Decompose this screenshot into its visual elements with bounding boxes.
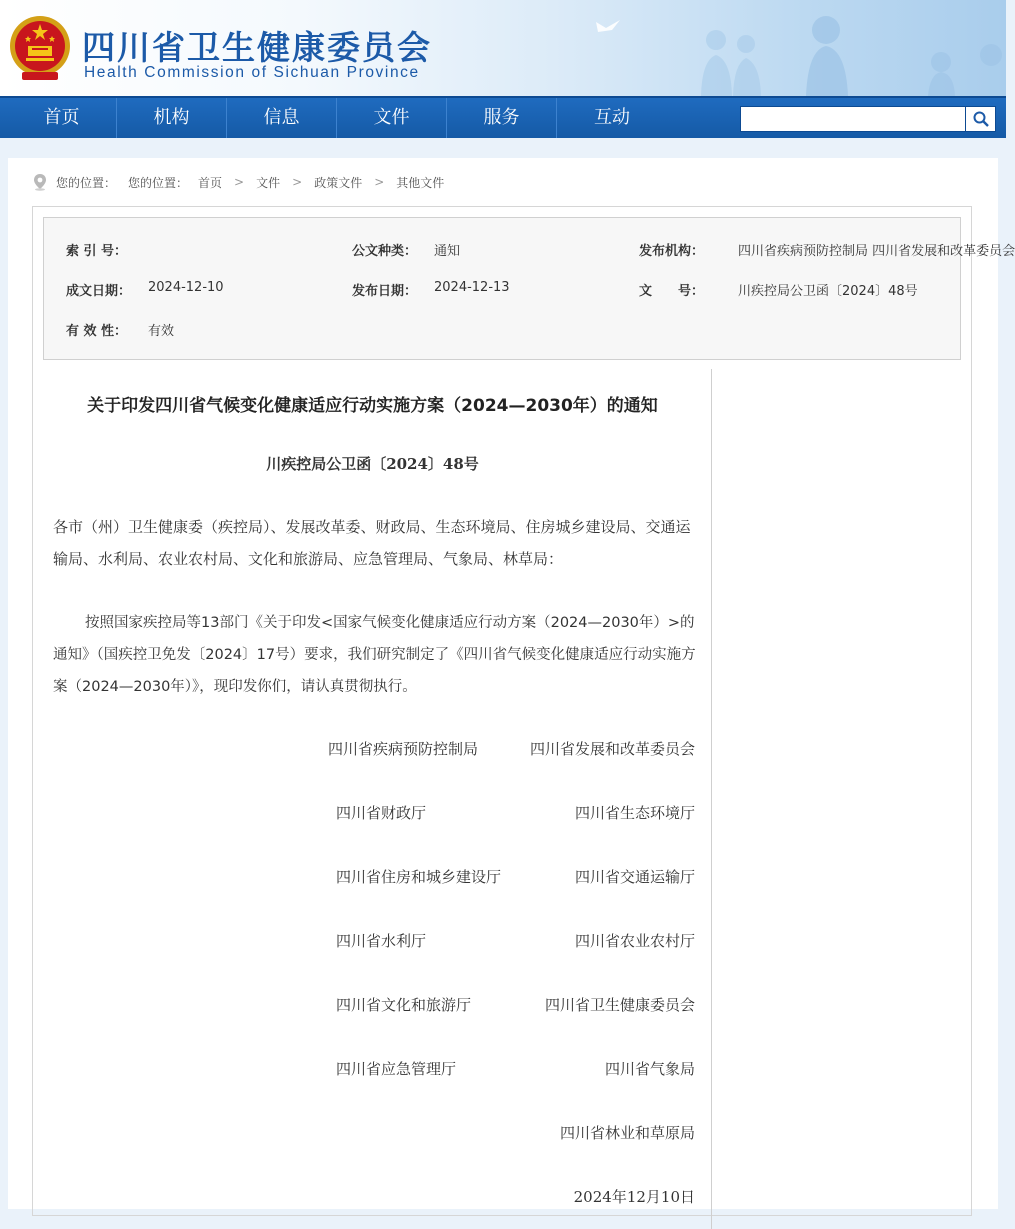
nav-item-organization[interactable]: 机构 [117, 98, 227, 138]
main-content [8, 158, 1015, 1209]
signatory: 四川省住房和城乡建设厅 [336, 868, 502, 886]
signatory: 四川省应急管理厅 [336, 1060, 457, 1078]
breadcrumb-documents[interactable]: 文件 [256, 175, 281, 190]
signatory: 四川省卫生健康委员会 [544, 996, 695, 1014]
breadcrumb [32, 170, 444, 194]
doc-type-value: 通知 [434, 244, 461, 259]
nav-item-interaction[interactable]: 互动 [594, 107, 630, 128]
location-pin-icon [32, 173, 48, 191]
breadcrumb-other-documents[interactable]: 其他文件 [396, 175, 445, 190]
main-nav [0, 96, 1006, 138]
nav-item-services[interactable]: 服务 [447, 98, 557, 138]
chevron-right-icon: > [292, 175, 303, 189]
doc-type-label: 公文种类： [352, 244, 418, 259]
search-button[interactable] [966, 106, 996, 132]
article-body [33, 369, 712, 1229]
document-metadata [43, 217, 1015, 360]
nav-item-information[interactable]: 信息 [227, 98, 337, 138]
signatory: 四川省发展和改革委员会 [529, 740, 695, 758]
doc-number-value: 川疾控局公卫函〔2024〕48号 [738, 284, 918, 299]
signatory: 四川省交通运输厅 [574, 868, 695, 886]
article-recipients: 各市（州）卫生健康委（疾控局）、发展改革委、财政局、生态环境局、住房城乡建设局、交通运输局、水利局、农业农村局、文化和旅游局、应急管理局、气象局、林草局： [53, 518, 691, 568]
signatory: 四川省财政厅 [336, 804, 427, 822]
chevron-right-icon: > [234, 175, 245, 189]
publisher-label: 发布机构： [639, 244, 705, 259]
created-date-label: 成文日期： [66, 284, 132, 299]
publisher-value: 四川省疾病预防控制局 四川省发展和改革委员会 [738, 244, 1015, 259]
signatory: 四川省水利厅 [336, 932, 427, 950]
article-date: 2024年12月10日 [573, 1188, 695, 1206]
article-title: 关于印发四川省气候变化健康适应行动实施方案（2024—2030年）的通知 [87, 396, 658, 416]
signatory: 四川省疾病预防控制局 [328, 740, 479, 758]
published-date-label: 发布日期： [352, 284, 418, 299]
index-label: 索 引 号： [66, 244, 128, 259]
national-emblem-icon [8, 12, 72, 82]
nav-item-home[interactable]: 首页 [7, 98, 117, 138]
search-icon [972, 110, 990, 128]
doc-number-label: 文 号： [639, 284, 705, 299]
signatory: 四川省林业和草原局 [559, 1124, 695, 1142]
header-decoration [536, 0, 1006, 96]
breadcrumb-policy-documents[interactable]: 政策文件 [314, 175, 363, 190]
validity-value: 有效 [148, 324, 175, 339]
breadcrumb-home[interactable]: 首页 [198, 175, 223, 190]
nav-item-documents[interactable]: 文件 [337, 98, 447, 138]
validity-label: 有 效 性： [66, 324, 128, 339]
breadcrumb-prefix: 您的位置： [56, 175, 117, 190]
site-header [0, 0, 1006, 96]
site-title: 四川省卫生健康委员会 [82, 28, 432, 67]
search-input[interactable] [741, 107, 965, 131]
signatory: 四川省生态环境厅 [574, 804, 695, 822]
search-box [740, 106, 966, 132]
signatory: 四川省气象局 [604, 1060, 695, 1078]
document-container [32, 206, 1015, 1216]
chevron-right-icon: > [374, 175, 385, 189]
article-paragraph: 按照国家疾控局等13部门《关于印发<国家气候变化健康适应行动方案（2024—2030年）>的通知》（国疾控卫免发〔2024〕17号）要求，我们研究制定了《四川省气候变化健康适应行动实施方案（2024—2030年）》，现印发你们，请认真贯彻执行。 [53, 615, 696, 695]
site-title-en: Health Commission of Sichuan Province [84, 64, 420, 81]
published-date-value: 2024-12-13 [434, 280, 510, 295]
article-doc-number: 川疾控局公卫函〔2024〕48号 [266, 455, 479, 473]
signatory: 四川省文化和旅游厅 [336, 996, 472, 1014]
created-date-value: 2024-12-10 [148, 280, 224, 295]
signatory: 四川省农业农村厅 [574, 932, 695, 950]
breadcrumb-prefix-2: 您的位置： [128, 175, 189, 190]
